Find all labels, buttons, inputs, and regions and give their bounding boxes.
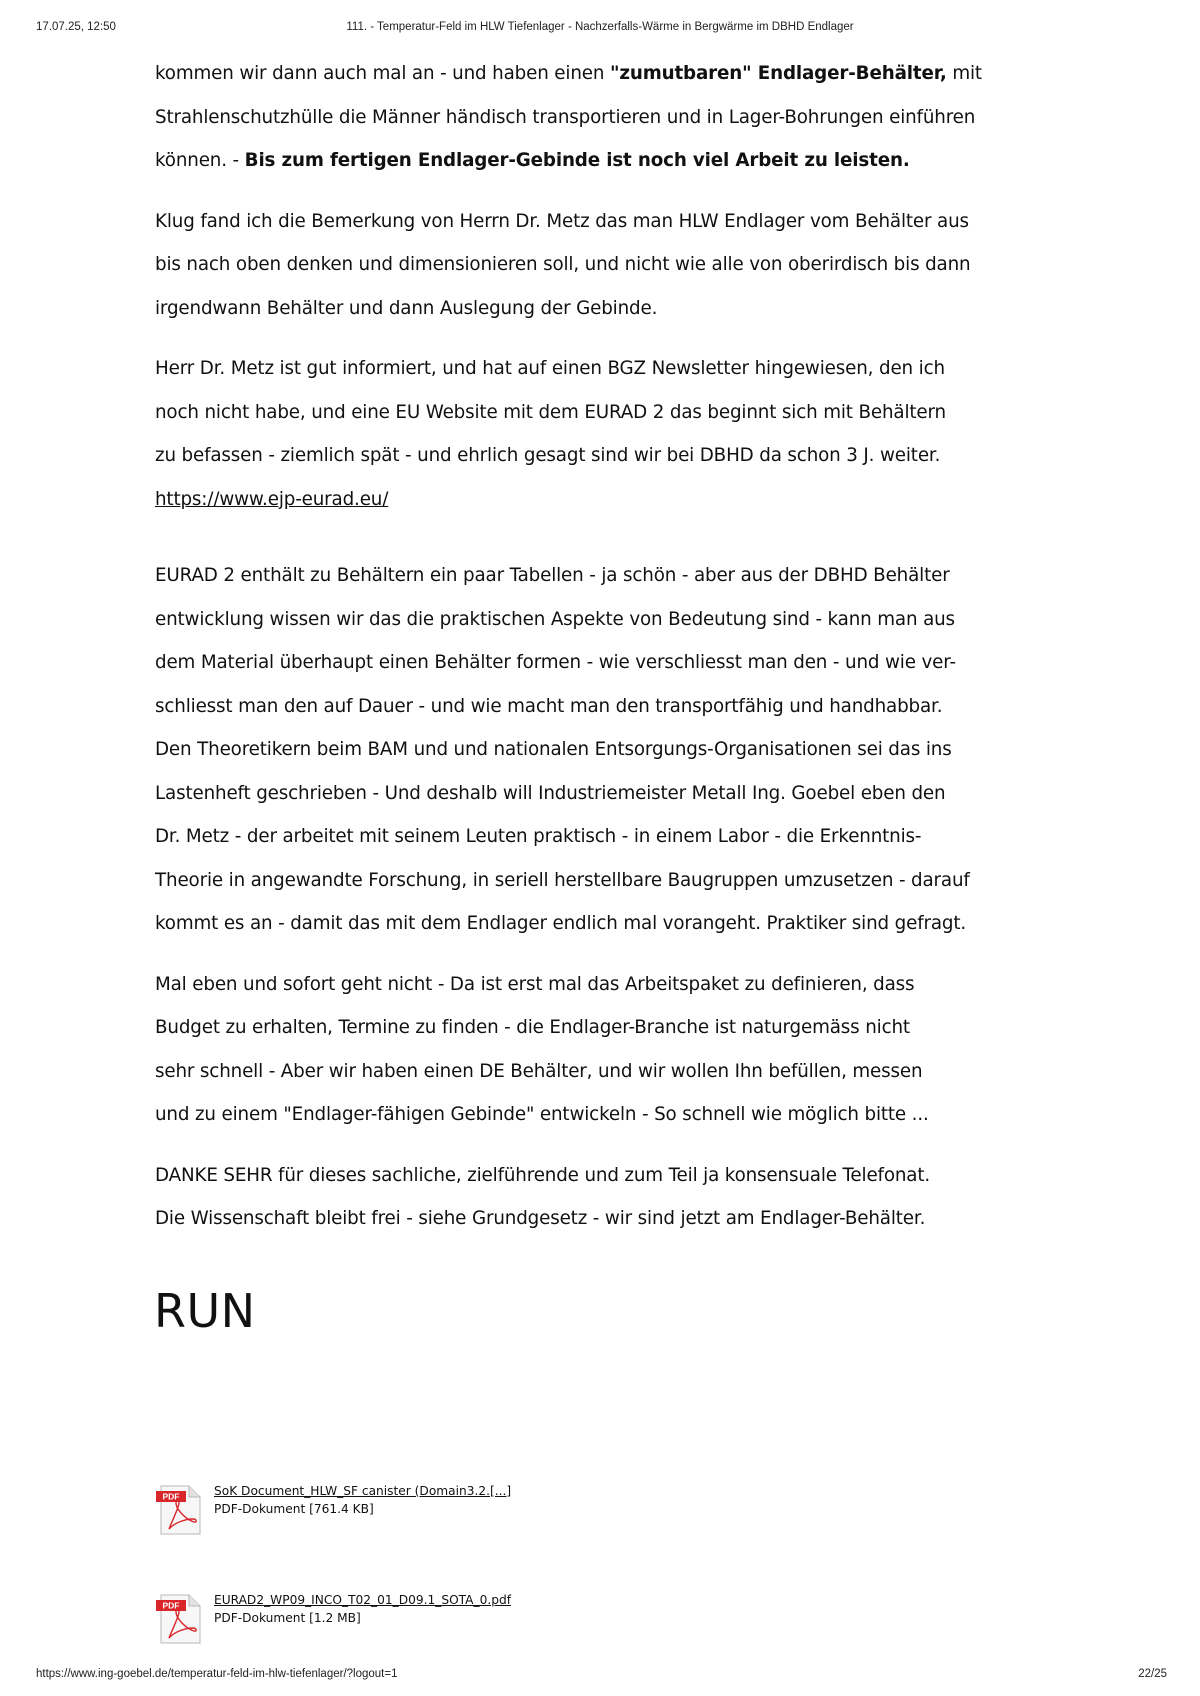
- text-line: und zu einem "Endlager-fähigen Gebinde" entwickeln - So schnell wie möglich bitte ...: [155, 1104, 929, 1125]
- paragraph-4: [155, 554, 975, 946]
- pdf-label: PDF: [162, 1491, 180, 1502]
- text-line: zu befassen - ziemlich spät - und ehrlich gesagt sind wir bei DBHD da schon 3 J. weiter.: [155, 445, 941, 466]
- pdf-file-icon[interactable]: [155, 1594, 201, 1644]
- text-span: mit: [946, 63, 982, 84]
- text-line: Den Theoretikern beim BAM und und nationalen Entsorgungs-Organisationen sei das ins: [155, 739, 952, 760]
- print-url: https://www.ing-goebel.de/temperatur-feld-im-hlw-tiefenlager/?logout=1: [36, 1668, 398, 1680]
- download-item: [155, 1483, 755, 1539]
- paragraph-3: [155, 347, 975, 521]
- text-span: kommen wir dann auch mal an - und haben einen: [155, 63, 610, 84]
- text-line: dem Material überhaupt einen Behälter formen - wie verschliesst man den - und wie ver-: [155, 652, 956, 673]
- print-footer: [0, 1668, 1200, 1684]
- text-line: Strahlenschutzhülle die Männer händisch transportieren und in Lager-Bohrungen einführen: [155, 106, 976, 128]
- download-link[interactable]: EURAD2_WP09_INCO_T02_01_D09.1_SOTA_0.pdf: [214, 1593, 511, 1607]
- text-line: Mal eben und sofort geht nicht - Da ist erst mal das Arbeitspaket zu definieren, dass: [155, 973, 915, 995]
- article-content: [155, 52, 982, 1258]
- text-line: noch nicht habe, und eine EU Website mit dem EURAD 2 das beginnt sich mit Behältern: [155, 401, 946, 423]
- eurad-link[interactable]: https://www.ejp-eurad.eu/: [155, 488, 389, 510]
- paragraph-2: [155, 200, 975, 331]
- text-line: Herr Dr. Metz ist gut informiert, und hat auf einen BGZ Newsletter hingewiesen, den ich: [155, 358, 945, 379]
- bold-text: "zumutbaren" Endlager-Behälter,: [609, 63, 947, 84]
- text-line: [155, 139, 975, 183]
- paragraph-5: [155, 963, 975, 1137]
- text-line: Theorie in angewandte Forschung, in seriell herstellbare Baugruppen umzusetzen - darauf: [155, 869, 970, 891]
- paragraph-1: [155, 52, 982, 183]
- text-line: Klug fand ich die Bemerkung von Herrn Dr. Metz das man HLW Endlager vom Behälter aus: [155, 210, 969, 232]
- print-datetime: 17.07.25, 12:50: [36, 21, 116, 33]
- print-page-number: 22/25: [1138, 1668, 1167, 1680]
- text-line: irgendwann Behälter und dann Auslegung der Gebinde.: [155, 297, 658, 319]
- text-line: Die Wissenschaft bleibt frei - siehe Grundgesetz - wir sind jetzt am Endlager-Behälter.: [155, 1208, 926, 1229]
- text-span: können. -: [155, 150, 245, 171]
- pdf-label: PDF: [162, 1600, 180, 1611]
- download-meta: PDF-Dokument [761.4 KB]: [214, 1502, 374, 1516]
- print-header: [0, 21, 1200, 37]
- bold-text: Bis zum fertigen Endlager-Gebinde ist noch viel Arbeit zu leisten.: [244, 150, 910, 171]
- pdf-file-icon[interactable]: [155, 1485, 201, 1535]
- text-line: [155, 52, 982, 96]
- text-line: Budget zu erhalten, Termine zu finden - die Endlager-Branche ist naturgemäss nicht: [155, 1017, 910, 1038]
- text-line: Lastenheft geschrieben - Und deshalb will Industriemeister Metall Ing. Goebel eben den: [155, 782, 946, 804]
- text-line: kommt es an - damit das mit dem Endlager endlich mal vorangeht. Praktiker sind gefragt.: [155, 913, 967, 934]
- text-line: EURAD 2 enthält zu Behältern ein paar Tabellen - ja schön - aber aus der DBHD Behälter: [155, 565, 950, 586]
- text-line: bis nach oben denken und dimensionieren soll, und nicht wie alle von oberirdisch bis dann: [155, 254, 971, 275]
- download-item: [155, 1592, 755, 1648]
- text-line: entwicklung wissen wir das die praktischen Aspekte von Bedeutung sind - kann man aus: [155, 608, 955, 630]
- text-line: [155, 478, 975, 522]
- text-line: Dr. Metz - der arbeitet mit seinem Leuten praktisch - in einem Labor - die Erkenntnis-: [155, 826, 922, 847]
- text-line: DANKE SEHR für dieses sachliche, zielführende und zum Teil ja konsensuale Telefonat.: [155, 1164, 931, 1186]
- print-page-title: 111. - Temperatur-Feld im HLW Tiefenlager - Nachzerfalls-Wärme in Bergwärme im DBHD Endlager: [346, 21, 854, 33]
- run-heading: RUN: [154, 1284, 256, 1338]
- text-line: sehr schnell - Aber wir haben einen DE Behälter, und wir wollen Ihn befüllen, messen: [155, 1060, 923, 1082]
- paragraph-6: [155, 1154, 975, 1241]
- download-meta: PDF-Dokument [1.2 MB]: [214, 1611, 361, 1625]
- text-line: schliesst man den auf Dauer - und wie macht man den transportfähig und handhabbar.: [155, 695, 943, 717]
- download-link[interactable]: SoK Document_HLW_SF canister (Domain3.2.[...]: [214, 1484, 512, 1498]
